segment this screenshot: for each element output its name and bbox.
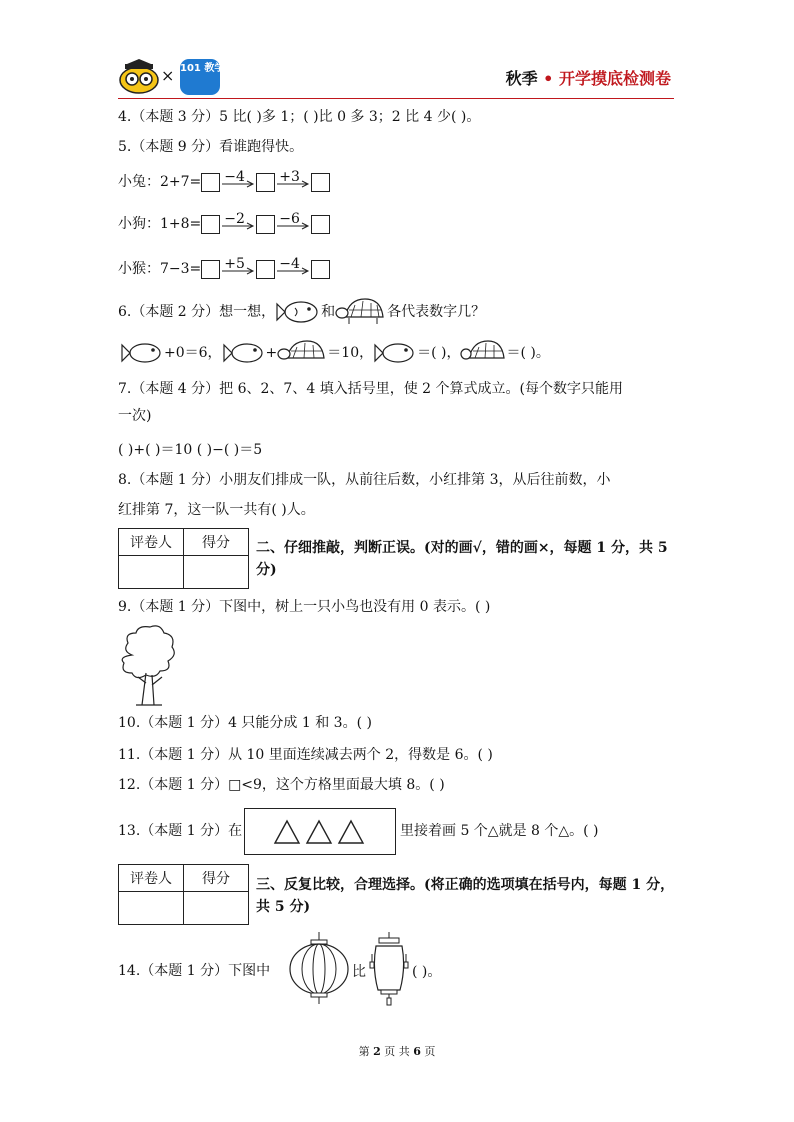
grader-cell[interactable]	[119, 556, 184, 589]
op-label: −4	[279, 256, 300, 272]
q6-title-b: 各代表数字几？	[387, 304, 486, 320]
brand-logo-text: 101 教学	[180, 63, 225, 74]
tree-icon	[118, 623, 180, 707]
arrow-op	[275, 213, 311, 235]
page-footer	[0, 1043, 794, 1059]
grader-cell[interactable]	[119, 892, 184, 925]
question-8-line-2: 红排第 7，这一队一共有( )人。	[118, 502, 315, 518]
arrow-op	[220, 258, 256, 280]
question-7-line-1: 7.（本题 4 分）把 6、2、7、4 填入括号里，使 2 个算式成立。(每个数字只能用	[118, 381, 623, 397]
op-label: +5	[224, 256, 245, 272]
answer-box[interactable]	[201, 215, 220, 234]
question-5-row-dog	[118, 213, 330, 235]
header-rule	[118, 98, 674, 99]
section-2-heading: 二、仔细推敲，判断正误。(对的画√，错的画×，每题 1 分，共 5 分)	[256, 540, 668, 578]
question-12: 12.（本题 1 分）□<9，这个方格里面最大填 8。( )	[118, 777, 445, 793]
row-label: 小狗：	[118, 216, 160, 232]
answer-box[interactable]	[311, 215, 330, 234]
q6-title-a: 6.（本题 2 分）想一想，	[118, 304, 276, 320]
answer-box[interactable]	[311, 173, 330, 192]
right-arrow-icon	[275, 267, 311, 275]
question-10: 10.（本题 1 分）4 只能分成 1 和 3。( )	[118, 715, 372, 731]
footer-middle: 页 共	[384, 1045, 410, 1058]
turtle-icon	[335, 297, 387, 327]
section-3-heading: 三、反复比较，合理选择。(将正确的选项填在括号内，每题 1 分，共 5 分)	[256, 877, 675, 915]
q6-eq3: ＝( )，	[417, 345, 461, 361]
row-expr: 7−3=	[160, 261, 202, 277]
question-8-line-1: 8.（本题 1 分）小朋友们排成一队，从前往后数，小红排第 3，从后往前数，小	[118, 472, 611, 488]
question-5-title: 5.（本题 9 分）看谁跑得快。	[118, 139, 304, 155]
op-label: +3	[279, 169, 300, 185]
turtle-icon	[277, 339, 327, 367]
op-label: −6	[279, 211, 300, 227]
answer-box[interactable]	[201, 260, 220, 279]
arrow-op	[220, 171, 256, 193]
arrow-op	[275, 258, 311, 280]
grader-col-score: 得分	[184, 865, 249, 892]
question-13-b: 里接着画 5 个△就是 8 个△。( )	[400, 823, 599, 839]
question-4: 4.（本题 3 分）5 比( )多 1；( )比 0 多 3；2 比 4 少( )。	[118, 109, 481, 125]
round-lantern-icon	[286, 932, 352, 1006]
right-arrow-icon	[220, 180, 256, 188]
op-label: −2	[224, 211, 245, 227]
fish-icon	[373, 341, 417, 365]
right-arrow-icon	[220, 222, 256, 230]
question-11: 11.（本题 1 分）从 10 里面连续减去两个 2，得数是 6。( )	[118, 747, 493, 763]
fish-icon	[120, 341, 164, 365]
question-5-row-monkey	[118, 258, 330, 280]
triangle-box	[244, 808, 396, 855]
q6-plus: +	[265, 345, 278, 361]
triangles-icon	[245, 809, 395, 854]
fish-icon	[222, 341, 266, 365]
footer-prefix: 第	[358, 1045, 370, 1058]
right-arrow-icon	[275, 222, 311, 230]
op-label: −4	[224, 169, 245, 185]
palace-lantern-icon	[366, 932, 412, 1006]
page-number: 2	[373, 1045, 381, 1058]
grader-col-reviewer: 评卷人	[119, 865, 184, 892]
arrow-op	[220, 213, 256, 235]
title-main: 开学摸底检测卷	[558, 69, 671, 88]
grader-table	[118, 528, 249, 589]
fish-icon	[275, 299, 321, 325]
turtle-icon	[460, 339, 506, 367]
footer-suffix: 页	[424, 1045, 436, 1058]
row-expr: 1+8=	[160, 216, 202, 232]
title-dot: •	[543, 69, 554, 88]
page-title	[506, 66, 671, 89]
title-season: 秋季	[505, 69, 538, 88]
grader-col-reviewer: 评卷人	[119, 529, 184, 556]
times-sign: ×	[161, 66, 175, 85]
right-arrow-icon	[220, 267, 256, 275]
right-arrow-icon	[275, 180, 311, 188]
q6-and: 和	[321, 304, 336, 320]
question-14-b: 比	[352, 964, 366, 980]
page-total: 6	[413, 1045, 421, 1058]
question-7-line-2: 一次)	[118, 408, 152, 424]
question-13-a: 13.（本题 1 分）在	[118, 823, 243, 839]
answer-box[interactable]	[311, 260, 330, 279]
question-5-row-rabbit	[118, 171, 330, 193]
q6-eq2: ＝10，	[327, 345, 374, 361]
grader-cell[interactable]	[184, 892, 249, 925]
question-6-title	[118, 297, 485, 327]
grader-col-score: 得分	[184, 529, 249, 556]
row-label: 小猴：	[118, 261, 160, 277]
answer-box[interactable]	[256, 260, 275, 279]
brand-logo	[180, 59, 225, 95]
q6-eq4: ＝( )。	[506, 345, 550, 361]
grader-cell[interactable]	[184, 556, 249, 589]
answer-box[interactable]	[256, 215, 275, 234]
question-14-a: 14.（本题 1 分）下图中	[118, 963, 271, 979]
question-14-c: ( )。	[412, 964, 442, 980]
answer-box[interactable]	[201, 173, 220, 192]
grader-table	[118, 864, 249, 925]
row-label: 小兔：	[118, 174, 160, 190]
answer-box[interactable]	[256, 173, 275, 192]
question-6-equations	[120, 339, 550, 367]
q6-eq1: +0＝6，	[164, 345, 222, 361]
arrow-op	[275, 171, 311, 193]
row-expr: 2+7=	[160, 174, 202, 190]
question-7-line-3: ( )+( )＝10 ( )−( )＝5	[118, 442, 263, 458]
question-9: 9.（本题 1 分）下图中，树上一只小鸟也没有用 0 表示。( )	[118, 599, 491, 615]
owl-logo-icon	[117, 58, 161, 94]
